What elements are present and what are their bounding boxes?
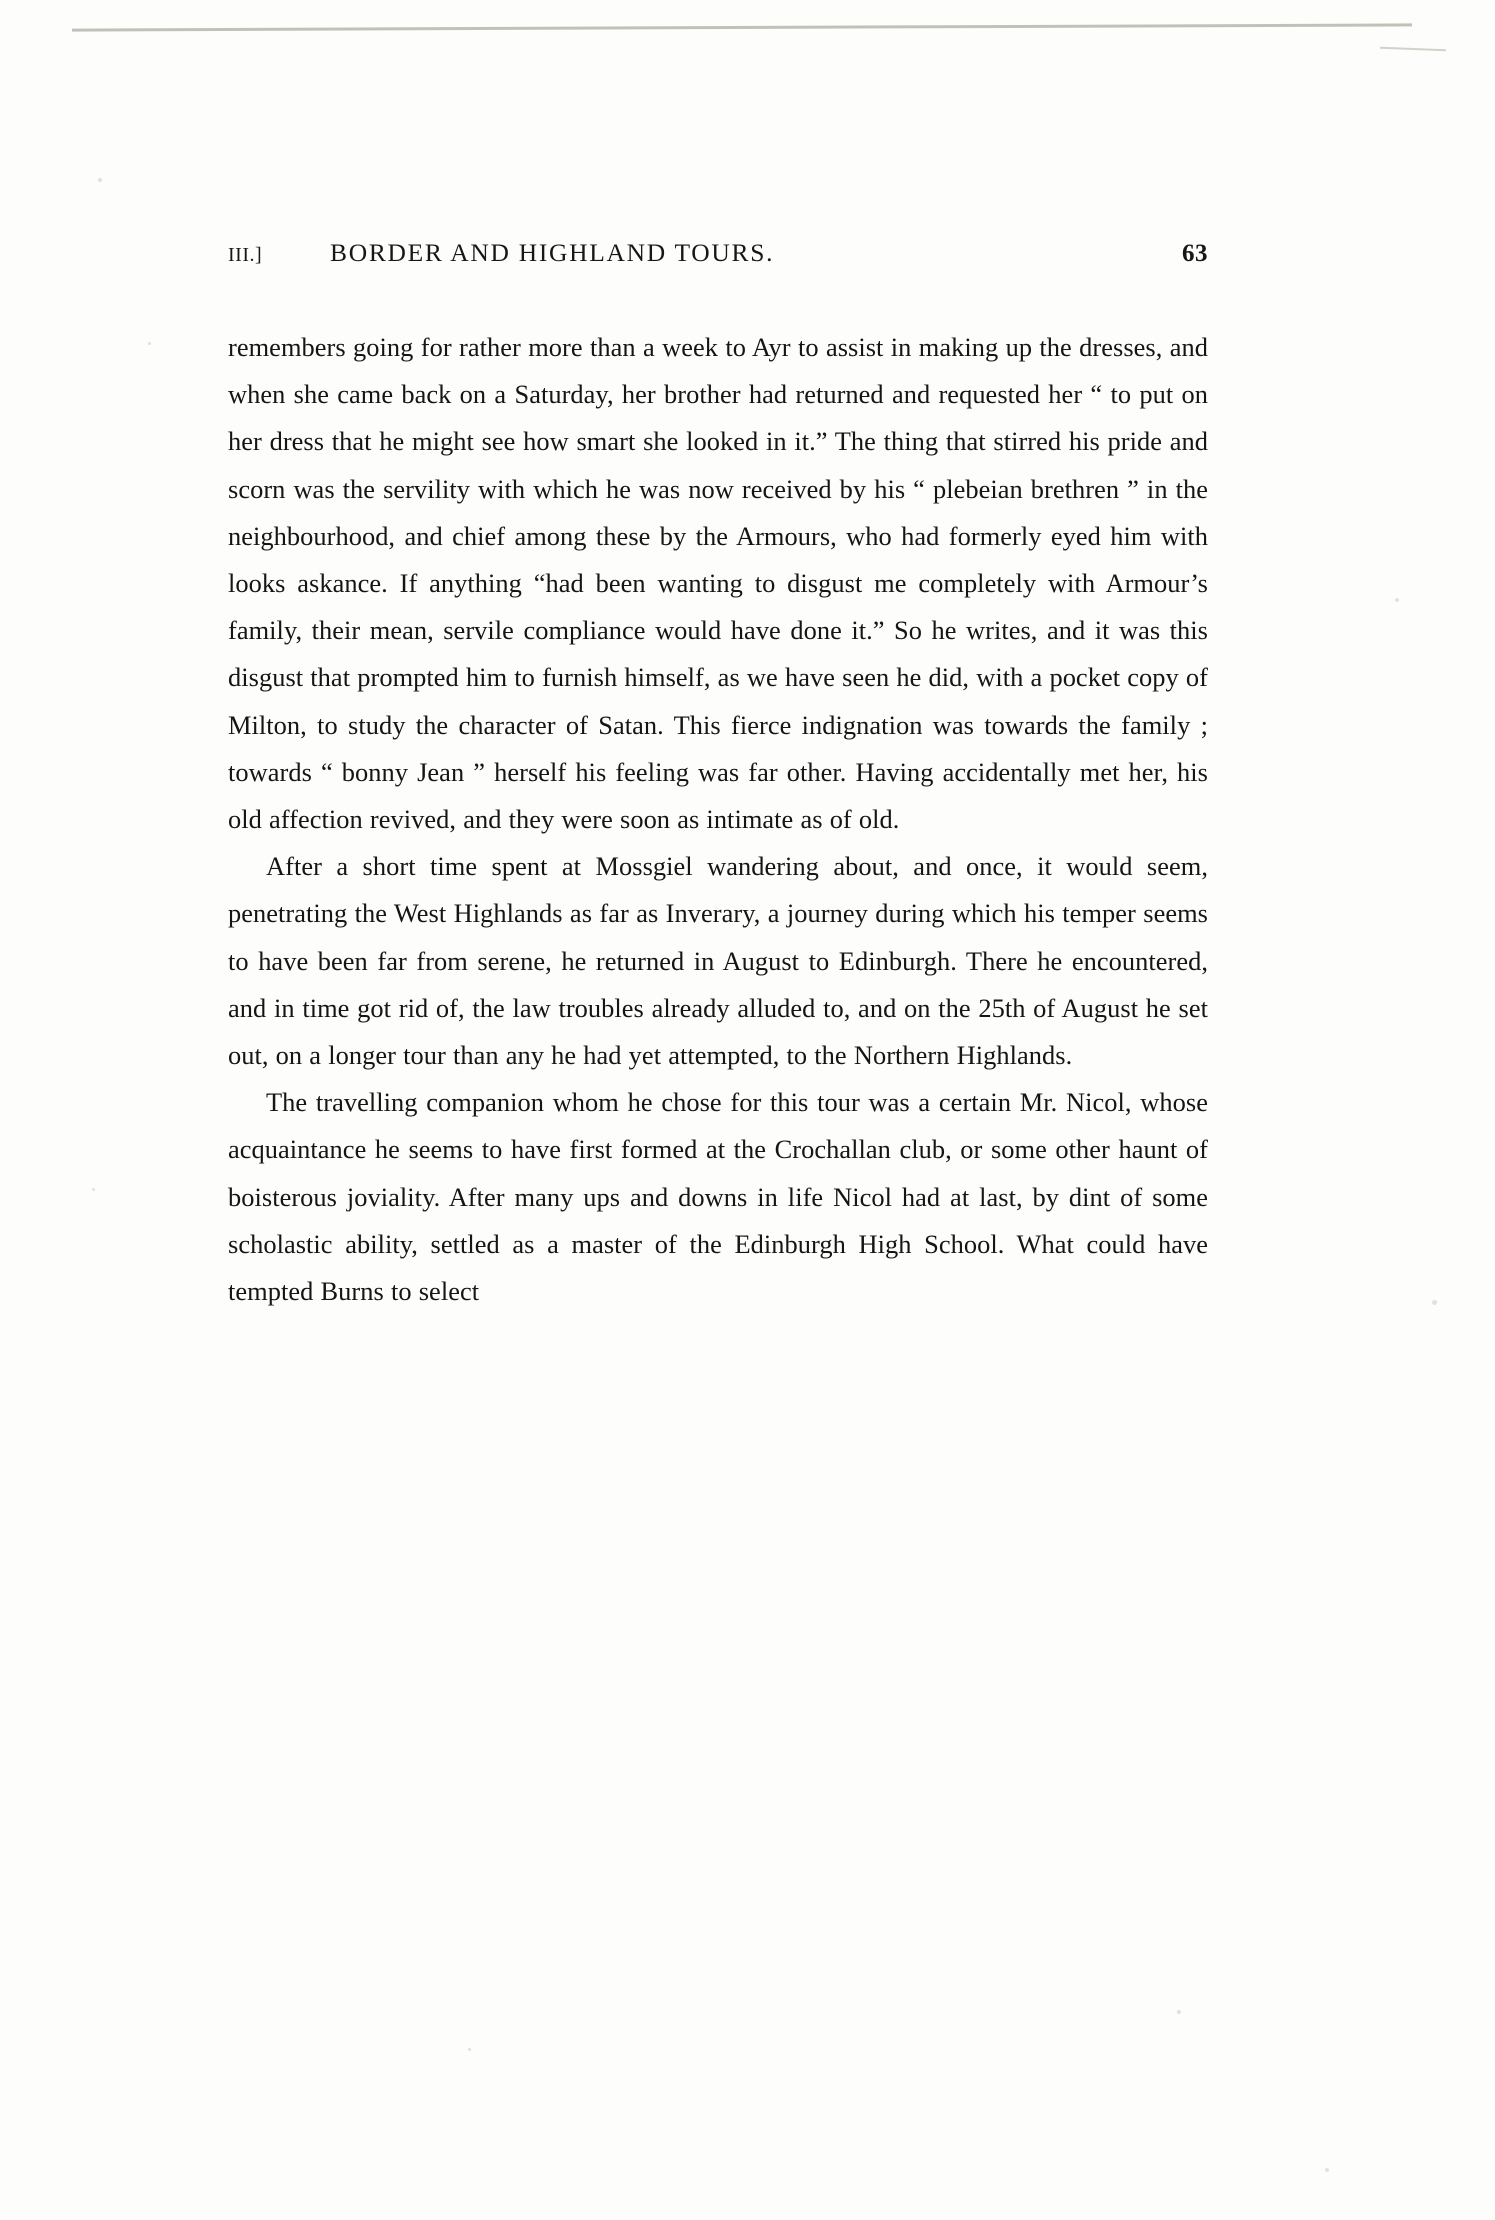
paragraph: The travelling companion whom he chose for this tour was a certain Mr. Nicol, whose acquaintance he seems to have first formed at the Crochallan club, or some other haunt of boisterous joviality. After many ups and downs in life Nicol had at last, by dint of some scholastic ability, settled as a master of the Edinburgh High School. What could have tempted Burns to select (228, 1087, 1208, 1307)
page-speck (148, 342, 151, 345)
paragraph: After a short time spent at Mossgiel wandering about, and once, it would seem, penetrating the West Highlands as far as Inverary, a journey during which his temper seems to have been far from serene, he returned in August to Edinburgh. There he encountered, and in time got rid of, the law troubles already alluded to, and on the 25th of August he set out, on a longer tour than any he had yet attempted, to the Northern Highlands. (228, 851, 1208, 1071)
page-number: 63 (1182, 240, 1208, 267)
page-speck (468, 2048, 471, 2051)
page-speck (92, 1188, 95, 1191)
paragraph: remembers going for rather more than a week to Ayr to assist in making up the dresses, and when she came back on a Saturday, her brother had returned and requested her “ to put on her dress that he might see how smart she looked in it.” The thing that stirred his pride and scorn was the servility with which he was now received by his “ plebeian brethren ” in the neighbourhood, and chief among these by the Armours, who had formerly eyed him with looks askance. If anything “had been wanting to disgust me completely with Armour’s family, their mean, servile compliance would have done it.” So he writes, and it was this disgust that prompted him to furnish himself, as we have seen he did, with a pocket copy of Milton, to study the character of Satan. This fierce indignation was towards the family ; towards “ bonny Jean ” herself his feeling was far other. Having accidentally met her, his old affection revived, and they were soon as intimate as of old. (228, 332, 1208, 835)
page-speck (1325, 2168, 1329, 2172)
page-speck (98, 178, 102, 182)
page-speck (1395, 598, 1399, 602)
page-speck (1177, 2010, 1181, 2014)
scan-edge-line-secondary (1380, 47, 1446, 52)
scan-edge-line (72, 23, 1412, 31)
running-head-title: BORDER AND HIGHLAND TOURS. (330, 238, 775, 267)
running-head (228, 238, 1208, 268)
page-text-block (228, 238, 1208, 1315)
page-speck (1432, 1300, 1437, 1305)
chapter-marker: III.] (228, 244, 263, 266)
